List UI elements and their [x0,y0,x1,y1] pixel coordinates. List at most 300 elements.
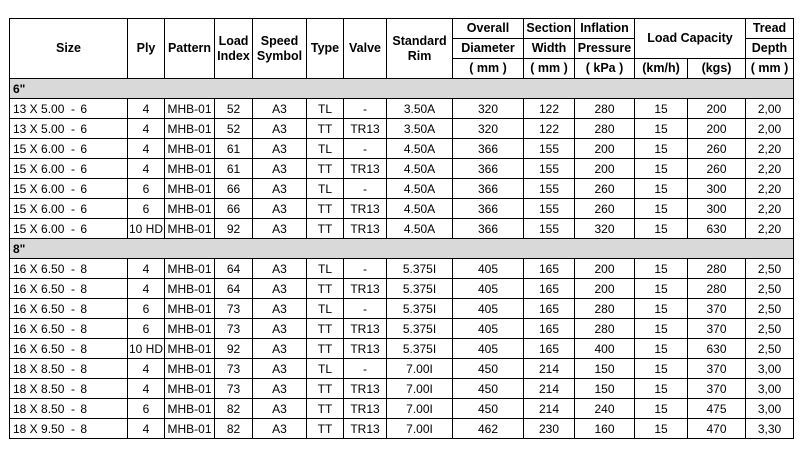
cell-pattern: MHB-01 [165,319,215,339]
header-overall-diameter-unit: ( mm ) [453,59,524,79]
cell-pattern: MHB-01 [165,99,215,119]
cell-valve: TR13 [344,319,387,339]
cell-ply: 4 [128,279,165,299]
cell-type: TT [307,419,344,439]
size-width: 15 X 6.00 [13,141,65,156]
cell-width: 155 [524,199,575,219]
cell-pressure: 160 [575,419,635,439]
cell-load-index: 92 [215,339,253,359]
cell-load-index: 92 [215,219,253,239]
cell-load-index: 73 [215,299,253,319]
table-row [10,419,794,439]
cell-pattern: MHB-01 [165,359,215,379]
size-width: 15 X 6.00 [13,221,65,236]
cell-pressure: 240 [575,399,635,419]
cell-tread: 2,20 [746,179,794,199]
size-width: 16 X 6.50 [13,321,65,336]
size-rim-diameter: 6 [80,221,87,236]
cell-speed: A3 [253,99,307,119]
cell-rim: 3.50A [387,99,453,119]
cell-rim: 4.50A [387,199,453,219]
cell-type: TT [307,379,344,399]
cell-load-kgs: 370 [688,319,746,339]
cell-size [10,419,128,439]
cell-load-index: 82 [215,419,253,439]
size-rim-diameter: 8 [80,401,87,416]
table-row [10,159,794,179]
cell-speed: A3 [253,279,307,299]
size-rim-diameter: 8 [80,321,87,336]
size-width: 18 X 8.50 [13,381,65,396]
cell-pressure: 280 [575,99,635,119]
size-width: 18 X 9.50 [13,421,65,436]
cell-speed-kmh: 15 [635,159,688,179]
table-row [10,139,794,159]
cell-speed: A3 [253,339,307,359]
cell-speed: A3 [253,119,307,139]
size-width: 15 X 6.00 [13,201,65,216]
cell-diameter: 450 [453,379,524,399]
header-load-index [215,19,253,79]
size-dash: - [71,281,75,296]
table-row [10,99,794,119]
cell-pressure: 280 [575,119,635,139]
header-standard-rim-line1: Standard [392,33,447,48]
cell-width: 155 [524,159,575,179]
cell-speed-kmh: 15 [635,199,688,219]
cell-tread: 3,00 [746,379,794,399]
cell-size [10,259,128,279]
cell-size [10,219,128,239]
table-row [10,259,794,279]
size-rim-diameter: 8 [80,281,87,296]
header-ply: Ply [128,19,165,79]
cell-size [10,119,128,139]
size-rim-diameter: 6 [80,101,87,116]
header-speed-symbol-line1: Speed [260,33,299,48]
cell-ply: 6 [128,319,165,339]
size-width: 18 X 8.50 [13,361,65,376]
cell-speed-kmh: 15 [635,219,688,239]
group-row [10,79,794,99]
cell-speed-kmh: 15 [635,139,688,159]
cell-diameter: 405 [453,299,524,319]
cell-ply: 6 [128,299,165,319]
cell-pressure: 320 [575,219,635,239]
cell-pattern: MHB-01 [165,339,215,359]
cell-width: 230 [524,419,575,439]
cell-pattern: MHB-01 [165,159,215,179]
cell-type: TL [307,259,344,279]
size-rim-diameter: 8 [80,301,87,316]
cell-width: 214 [524,359,575,379]
cell-speed-kmh: 15 [635,259,688,279]
size-dash: - [71,301,75,316]
size-dash: - [71,181,75,196]
table-row [10,219,794,239]
size-dash: - [71,261,75,276]
cell-width: 165 [524,259,575,279]
header-pattern: Pattern [165,19,215,79]
header-load-index-line1: Load [218,33,249,48]
cell-tread: 2,50 [746,299,794,319]
header-type: Type [307,19,344,79]
header-inflation-pressure-unit: ( kPa ) [575,59,635,79]
cell-valve: TR13 [344,419,387,439]
size-width: 13 X 5.00 [13,121,65,136]
cell-pattern: MHB-01 [165,139,215,159]
cell-tread: 2,50 [746,279,794,299]
cell-type: TL [307,359,344,379]
cell-pattern: MHB-01 [165,279,215,299]
cell-speed-kmh: 15 [635,319,688,339]
cell-load-index: 82 [215,399,253,419]
table-row [10,119,794,139]
cell-size [10,279,128,299]
cell-diameter: 450 [453,359,524,379]
cell-speed: A3 [253,179,307,199]
cell-speed: A3 [253,379,307,399]
cell-valve: TR13 [344,399,387,419]
table-row [10,179,794,199]
cell-diameter: 320 [453,99,524,119]
cell-width: 122 [524,99,575,119]
cell-ply: 6 [128,399,165,419]
cell-rim: 5.375I [387,279,453,299]
cell-load-kgs: 300 [688,179,746,199]
cell-diameter: 405 [453,319,524,339]
cell-type: TL [307,99,344,119]
cell-tread: 2,20 [746,199,794,219]
header-size: Size [10,19,128,79]
cell-size [10,299,128,319]
cell-diameter: 462 [453,419,524,439]
cell-valve: - [344,139,387,159]
cell-type: TT [307,319,344,339]
cell-valve: - [344,179,387,199]
cell-valve: - [344,299,387,319]
cell-speed-kmh: 15 [635,299,688,319]
cell-rim: 5.375I [387,339,453,359]
size-width: 13 X 5.00 [13,101,65,116]
cell-diameter: 405 [453,279,524,299]
cell-pressure: 260 [575,199,635,219]
header-section-width-unit: ( mm ) [524,59,575,79]
cell-pattern: MHB-01 [165,219,215,239]
cell-pressure: 200 [575,259,635,279]
cell-rim: 7.00I [387,399,453,419]
cell-speed: A3 [253,319,307,339]
cell-pressure: 150 [575,379,635,399]
cell-load-kgs: 470 [688,419,746,439]
rim-size-group-label: 8" [10,239,794,259]
cell-speed: A3 [253,219,307,239]
cell-valve: - [344,259,387,279]
cell-pattern: MHB-01 [165,259,215,279]
cell-speed: A3 [253,159,307,179]
cell-rim: 7.00I [387,419,453,439]
cell-tread: 3,00 [746,399,794,419]
size-dash: - [71,421,75,436]
cell-rim: 7.00I [387,359,453,379]
cell-ply: 10 HD [128,219,165,239]
cell-ply: 6 [128,199,165,219]
header-overall-diameter-line1: Overall [453,19,524,39]
cell-type: TT [307,399,344,419]
cell-rim: 5.375I [387,319,453,339]
cell-tread: 2,00 [746,99,794,119]
cell-speed-kmh: 15 [635,279,688,299]
cell-speed: A3 [253,299,307,319]
cell-ply: 4 [128,119,165,139]
cell-load-kgs: 300 [688,199,746,219]
cell-speed: A3 [253,139,307,159]
cell-rim: 4.50A [387,159,453,179]
cell-size [10,179,128,199]
cell-rim: 3.50A [387,119,453,139]
table-row [10,399,794,419]
cell-ply: 4 [128,159,165,179]
cell-speed-kmh: 15 [635,379,688,399]
cell-tread: 2,00 [746,119,794,139]
cell-pressure: 200 [575,159,635,179]
cell-type: TT [307,279,344,299]
cell-load-index: 61 [215,139,253,159]
cell-tread: 2,50 [746,319,794,339]
header-speed-symbol [253,19,307,79]
cell-diameter: 320 [453,119,524,139]
cell-ply: 4 [128,359,165,379]
tire-spec-table [9,18,794,439]
cell-diameter: 366 [453,219,524,239]
cell-valve: TR13 [344,219,387,239]
cell-load-kgs: 280 [688,259,746,279]
cell-diameter: 366 [453,159,524,179]
header-section-width-line2: Width [524,39,575,59]
cell-load-kgs: 260 [688,139,746,159]
cell-load-index: 64 [215,279,253,299]
cell-width: 155 [524,179,575,199]
cell-size [10,99,128,119]
cell-size [10,199,128,219]
cell-diameter: 366 [453,139,524,159]
cell-speed-kmh: 15 [635,119,688,139]
size-rim-diameter: 8 [80,361,87,376]
cell-ply: 4 [128,419,165,439]
size-rim-diameter: 6 [80,141,87,156]
cell-rim: 4.50A [387,179,453,199]
cell-load-kgs: 370 [688,359,746,379]
cell-ply: 4 [128,99,165,119]
header-valve: Valve [344,19,387,79]
table-row [10,339,794,359]
cell-width: 214 [524,379,575,399]
size-dash: - [71,321,75,336]
cell-load-kgs: 370 [688,299,746,319]
cell-speed: A3 [253,259,307,279]
cell-pressure: 260 [575,179,635,199]
group-row [10,239,794,259]
cell-type: TT [307,119,344,139]
cell-type: TT [307,219,344,239]
header-tread-depth-line1: Tread [746,19,794,39]
header-load-capacity-speed: (km/h) [635,59,688,79]
cell-width: 165 [524,339,575,359]
cell-pressure: 200 [575,139,635,159]
cell-load-index: 61 [215,159,253,179]
header-load-capacity-load: (kgs) [688,59,746,79]
cell-size [10,319,128,339]
cell-speed: A3 [253,359,307,379]
cell-diameter: 450 [453,399,524,419]
cell-valve: TR13 [344,279,387,299]
cell-width: 155 [524,219,575,239]
size-width: 15 X 6.00 [13,181,65,196]
cell-load-index: 73 [215,359,253,379]
cell-ply: 6 [128,179,165,199]
table-row [10,279,794,299]
cell-size [10,359,128,379]
cell-load-kgs: 475 [688,399,746,419]
cell-valve: TR13 [344,379,387,399]
size-width: 15 X 6.00 [13,161,65,176]
table-header [10,19,794,79]
cell-valve: TR13 [344,199,387,219]
cell-pattern: MHB-01 [165,379,215,399]
cell-pattern: MHB-01 [165,399,215,419]
cell-load-index: 66 [215,179,253,199]
cell-pressure: 400 [575,339,635,359]
cell-type: TL [307,139,344,159]
cell-load-index: 73 [215,319,253,339]
cell-type: TT [307,159,344,179]
cell-width: 214 [524,399,575,419]
cell-load-kgs: 260 [688,159,746,179]
size-dash: - [71,101,75,116]
cell-rim: 4.50A [387,139,453,159]
table-body [10,79,794,439]
cell-ply: 10 HD [128,339,165,359]
cell-size [10,339,128,359]
cell-width: 155 [524,139,575,159]
cell-width: 165 [524,299,575,319]
cell-diameter: 405 [453,259,524,279]
size-width: 16 X 6.50 [13,281,65,296]
cell-speed: A3 [253,419,307,439]
cell-size [10,379,128,399]
cell-width: 165 [524,279,575,299]
cell-diameter: 405 [453,339,524,359]
cell-load-kgs: 370 [688,379,746,399]
cell-load-index: 73 [215,379,253,399]
cell-rim: 7.00I [387,379,453,399]
cell-size [10,159,128,179]
cell-speed-kmh: 15 [635,359,688,379]
cell-tread: 2,50 [746,339,794,359]
size-width: 16 X 6.50 [13,341,65,356]
cell-type: TL [307,179,344,199]
size-dash: - [71,381,75,396]
size-rim-diameter: 8 [80,261,87,276]
size-rim-diameter: 6 [80,161,87,176]
cell-pattern: MHB-01 [165,179,215,199]
rim-size-group-label: 6" [10,79,794,99]
table-row [10,299,794,319]
header-speed-symbol-line2: Symbol [256,48,303,63]
cell-diameter: 366 [453,179,524,199]
cell-width: 165 [524,319,575,339]
cell-valve: TR13 [344,339,387,359]
cell-tread: 3,30 [746,419,794,439]
size-dash: - [71,221,75,236]
cell-rim: 4.50A [387,219,453,239]
cell-pressure: 280 [575,319,635,339]
size-dash: - [71,361,75,376]
cell-diameter: 366 [453,199,524,219]
cell-size [10,139,128,159]
cell-pattern: MHB-01 [165,119,215,139]
cell-pattern: MHB-01 [165,299,215,319]
size-width: 18 X 8.50 [13,401,65,416]
cell-rim: 5.375I [387,299,453,319]
cell-speed-kmh: 15 [635,419,688,439]
cell-valve: - [344,359,387,379]
header-inflation-pressure-line1: Inflation [575,19,635,39]
size-rim-diameter: 8 [80,421,87,436]
size-dash: - [71,201,75,216]
cell-pattern: MHB-01 [165,419,215,439]
size-dash: - [71,161,75,176]
size-dash: - [71,141,75,156]
cell-load-index: 52 [215,119,253,139]
cell-rim: 5.375I [387,259,453,279]
cell-load-kgs: 630 [688,219,746,239]
header-tread-depth-unit: ( mm ) [746,59,794,79]
cell-speed-kmh: 15 [635,99,688,119]
cell-tread: 2,50 [746,259,794,279]
cell-ply: 4 [128,259,165,279]
cell-speed-kmh: 15 [635,179,688,199]
table-row [10,379,794,399]
cell-valve: TR13 [344,159,387,179]
size-rim-diameter: 6 [80,201,87,216]
header-overall-diameter-line2: Diameter [453,39,524,59]
cell-ply: 4 [128,379,165,399]
cell-speed-kmh: 15 [635,399,688,419]
cell-valve: TR13 [344,119,387,139]
size-rim-diameter: 8 [80,381,87,396]
table-row [10,199,794,219]
cell-load-index: 66 [215,199,253,219]
table-row [10,359,794,379]
cell-tread: 2,20 [746,139,794,159]
size-width: 16 X 6.50 [13,301,65,316]
cell-load-kgs: 200 [688,99,746,119]
cell-load-index: 64 [215,259,253,279]
cell-pressure: 150 [575,359,635,379]
size-dash: - [71,401,75,416]
cell-size [10,399,128,419]
cell-load-kgs: 280 [688,279,746,299]
header-inflation-pressure-line2: Pressure [575,39,635,59]
size-rim-diameter: 6 [80,181,87,196]
cell-width: 122 [524,119,575,139]
size-rim-diameter: 6 [80,121,87,136]
header-tread-depth-line2: Depth [746,39,794,59]
cell-type: TT [307,339,344,359]
cell-type: TT [307,199,344,219]
cell-ply: 4 [128,139,165,159]
